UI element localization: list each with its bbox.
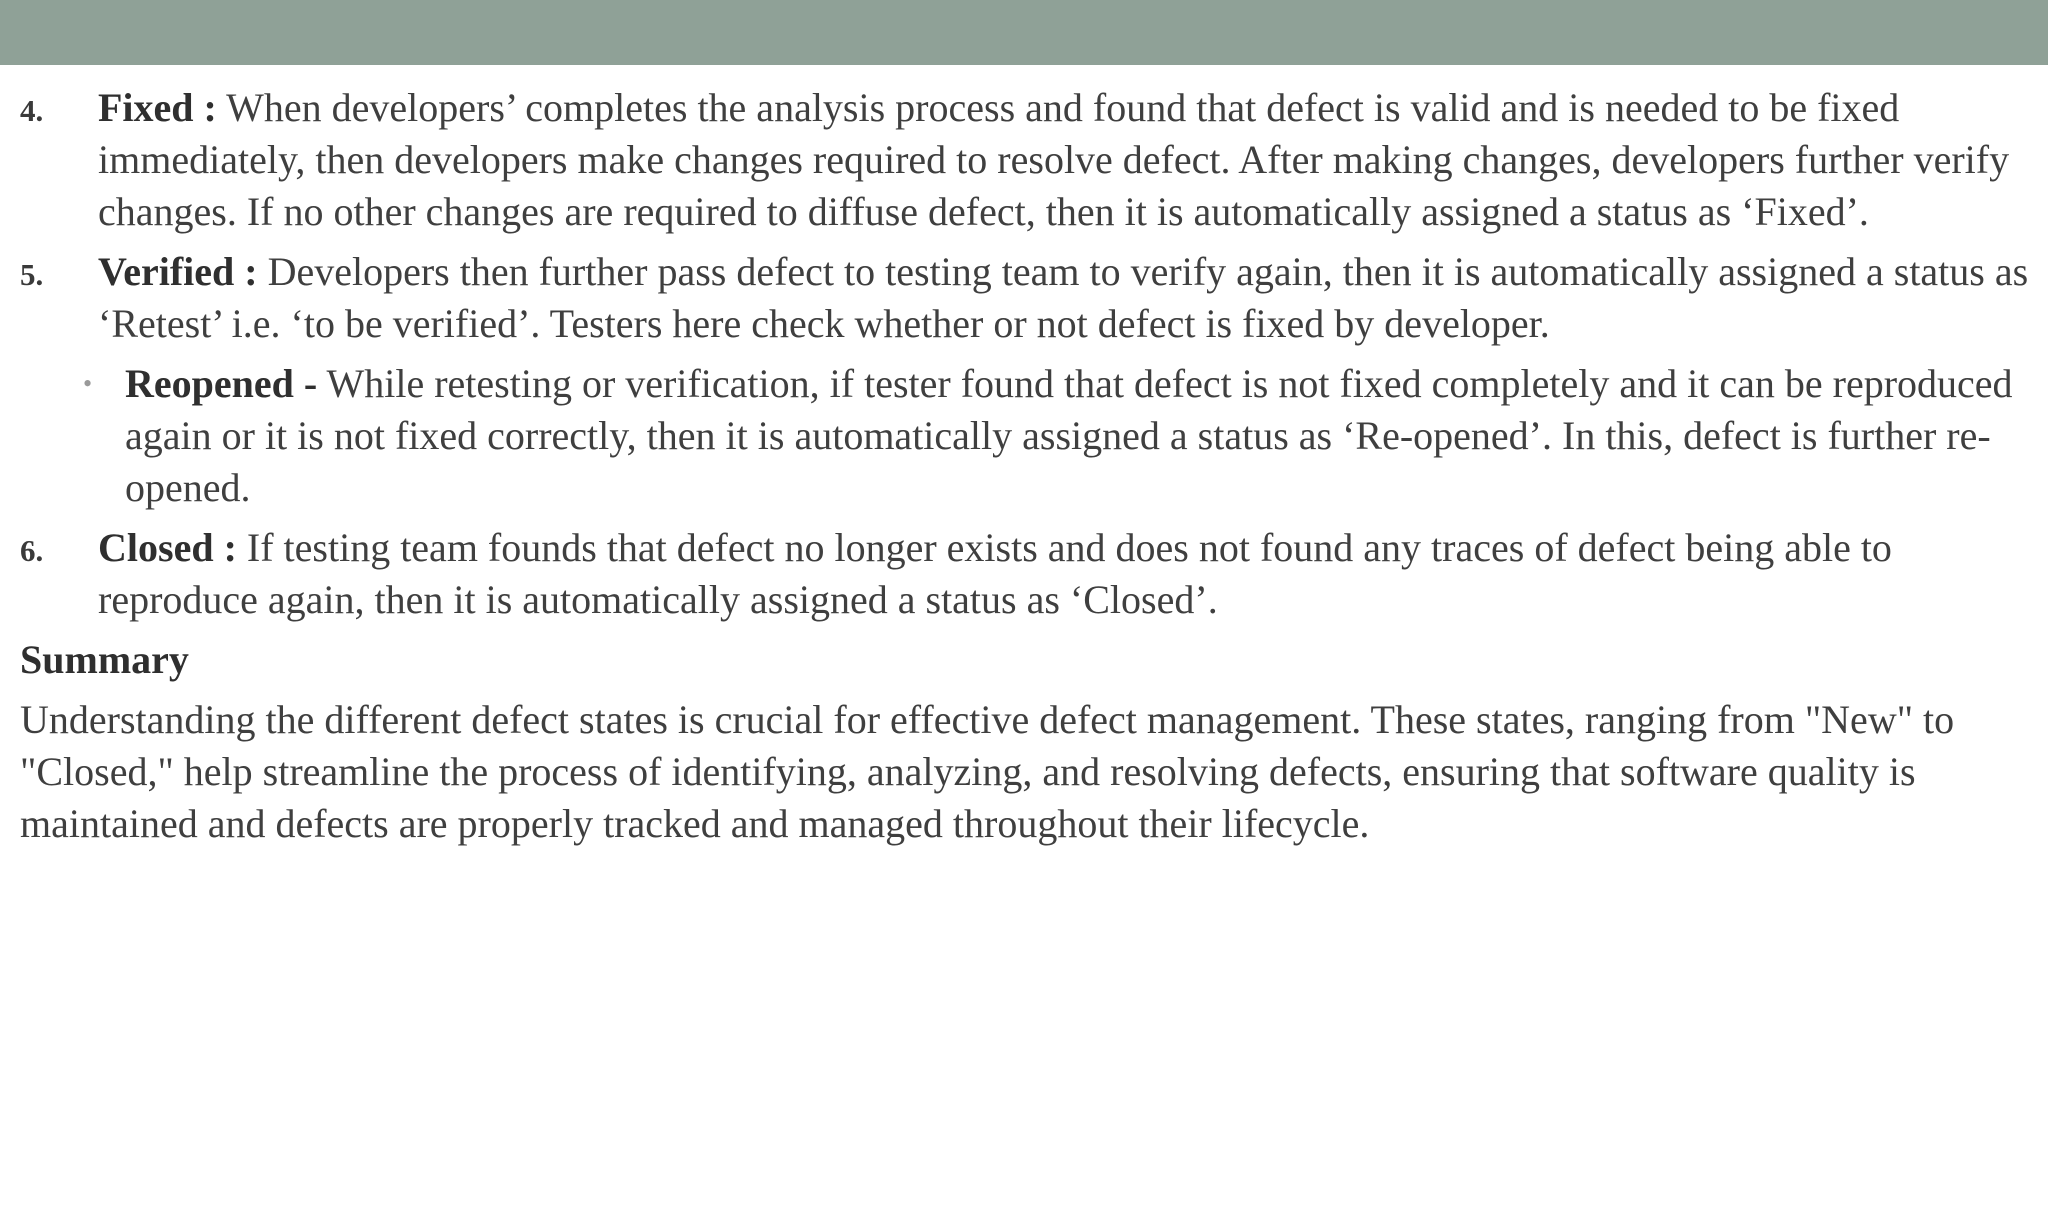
item-number: 5. bbox=[20, 257, 44, 292]
item-term: Fixed : bbox=[98, 85, 217, 130]
item-text: Developers then further pass defect to testing team to verify again, then it is automatically assigned a status as ‘Retest’ i.e. ‘to be verified’. Testers here check whether or not defect is fixed by developer. bbox=[98, 249, 2029, 346]
slide-content bbox=[20, 82, 2030, 850]
bullet-icon: • bbox=[83, 369, 93, 398]
item-number: 6. bbox=[20, 533, 44, 568]
list-item-verified bbox=[20, 246, 2030, 350]
header-band bbox=[0, 0, 2048, 65]
subitem-text: While retesting or verification, if tester found that defect is not fixed completely and it can be reproduced again or it is not fixed correctly, then it is automatically assigned a status as ‘Re-opened’. In this, defect is further re-opened. bbox=[125, 361, 2013, 510]
subitem-term: Reopened - bbox=[125, 361, 318, 406]
item-term: Closed : bbox=[98, 525, 237, 570]
item-term: Verified : bbox=[98, 249, 258, 294]
item-text: When developers’ completes the analysis process and found that defect is valid and is needed to be fixed immediately, then developers make changes required to resolve defect. After making changes, developers further verify changes. If no other changes are required to diffuse defect, then it is automatically assigned a status as ‘Fixed’. bbox=[98, 85, 2010, 234]
item-text: If testing team founds that defect no longer exists and does not found any traces of defect being able to reproduce again, then it is automatically assigned a status as ‘Closed’. bbox=[98, 525, 1892, 622]
list-item-closed bbox=[20, 522, 2030, 626]
summary-paragraph: Understanding the different defect states is crucial for effective defect management. These states, ranging from "New" to "Closed," help streamline the process of identifying, analyzing, and resolving defects, ensuring that software quality is maintained and defects are properly tracked and managed throughout their lifecycle. bbox=[20, 697, 1955, 846]
list-subitem-reopened bbox=[20, 358, 2030, 514]
item-number: 4. bbox=[20, 93, 44, 128]
summary-heading: Summary bbox=[20, 637, 189, 682]
list-item-fixed bbox=[20, 82, 2030, 238]
